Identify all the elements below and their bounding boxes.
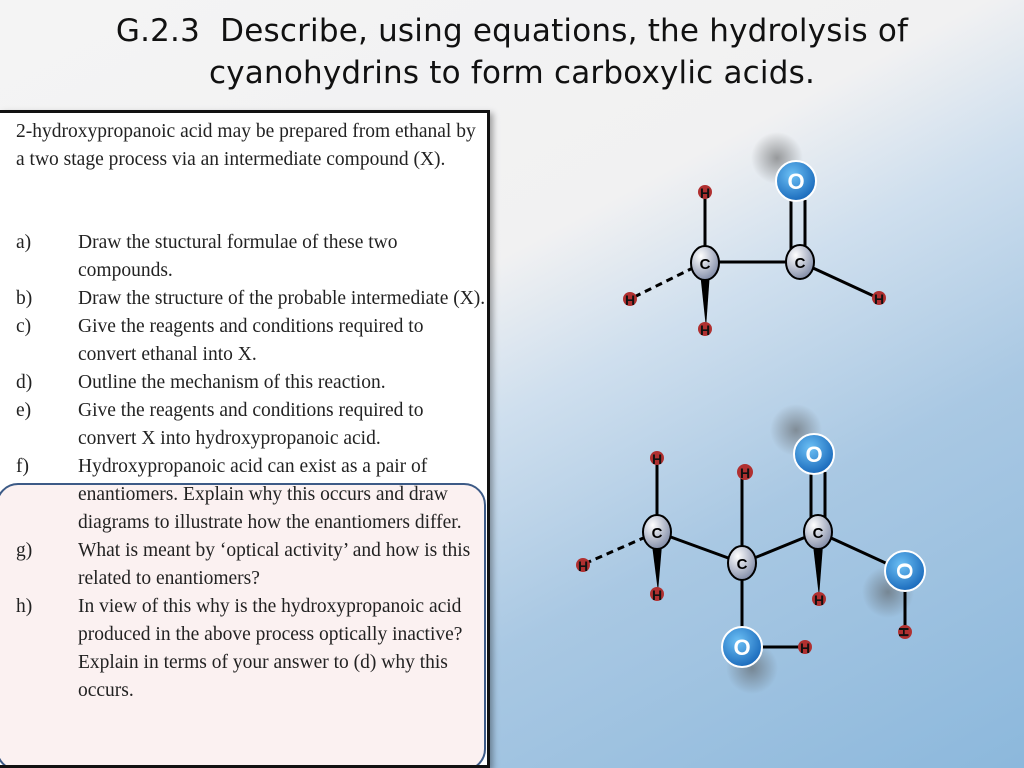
svg-text:H: H	[813, 592, 825, 608]
atom-label: C	[794, 255, 806, 272]
svg-text:H: H	[699, 322, 711, 338]
svg-text:H: H	[799, 640, 811, 656]
hydrogen-atom	[812, 592, 826, 608]
hydrogen-atom	[798, 640, 812, 656]
question-label: c)	[16, 316, 32, 337]
question-label: b)	[16, 288, 33, 309]
question-text: Draw the structure of the probable intermediate (X).	[78, 288, 486, 309]
question-text: Give the reagents and conditions required to convert ethanal into X.	[78, 316, 424, 365]
question-label: g)	[16, 540, 33, 561]
svg-text:H: H	[699, 185, 711, 201]
hydroxypropanoic-acid-molecule	[576, 404, 925, 694]
question-text: Give the reagents and conditions required to convert X into hydroxypropanoic acid.	[78, 400, 424, 449]
title-line-1: G.2.3 Describe, using equations, the hydrolysis of	[115, 13, 909, 49]
svg-text:O: O	[892, 562, 917, 580]
carbon-atom	[691, 246, 719, 280]
hydrogen-atom	[698, 185, 712, 201]
hydrogen-atom	[623, 292, 637, 308]
bond-c-h-wedge	[652, 545, 662, 592]
svg-text:H: H	[873, 291, 885, 307]
oxygen-atom	[885, 551, 925, 591]
svg-text:C: C	[736, 556, 748, 573]
carbon-atom	[786, 245, 814, 279]
hydrogen-atom	[650, 587, 664, 603]
hydrogen-atom	[576, 558, 590, 574]
question-label: d)	[16, 372, 33, 393]
bond-c-h-wedge	[813, 545, 823, 597]
oxygen-atom	[776, 161, 816, 201]
hydrogen-atom	[698, 322, 712, 338]
carbon-atom	[804, 515, 832, 549]
question-text: What is meant by ‘optical activity’ and how is this related to enantiomers?	[78, 540, 471, 589]
carbon-atom	[643, 515, 671, 549]
question-text: Outline the mechanism of this reaction.	[78, 372, 386, 393]
hydrogen-atom	[896, 625, 912, 639]
title-line-2: cyanohydrins to form carboxylic acids.	[208, 55, 815, 91]
carbon-atom	[728, 546, 756, 580]
svg-text:H: H	[739, 465, 751, 481]
atom-label: C	[699, 256, 711, 273]
svg-text:C: C	[812, 525, 824, 542]
svg-text:O: O	[733, 635, 751, 660]
svg-text:H: H	[624, 292, 636, 308]
atom-label: O	[787, 169, 805, 194]
question-text: Draw the stuctural formulae of these two compounds.	[78, 232, 398, 281]
svg-text:H: H	[896, 626, 912, 638]
oxygen-atom	[722, 627, 762, 667]
ethanal-molecule	[623, 132, 886, 338]
question-text: Hydroxypropanoic acid can exist as a pair of enantiomers. Explain why this occurs and draw diagrams to illustrate how the enantiomers differ.	[78, 456, 462, 533]
question-label: a)	[16, 232, 32, 253]
svg-text:O: O	[805, 442, 823, 467]
oxygen-atom	[794, 434, 834, 474]
svg-text:H: H	[651, 587, 663, 603]
question-label: e)	[16, 400, 32, 421]
hydrogen-atom	[650, 451, 664, 467]
hydrogen-atom	[737, 464, 753, 481]
svg-text:H: H	[577, 558, 589, 574]
question-label: f)	[16, 456, 29, 477]
intro-text: 2-hydroxypropanoic acid may be prepared from ethanal by a two stage process via an intermediate compound (X).	[16, 121, 476, 170]
question-label: h)	[16, 596, 33, 617]
question-text: In view of this why is the hydroxypropanoic acid produced in the above process optically inactive? Explain in terms of your answer to (d) why this occurs.	[78, 596, 463, 701]
hydrogen-atom	[872, 291, 886, 307]
svg-text:H: H	[651, 451, 663, 467]
svg-text:C: C	[651, 525, 663, 542]
